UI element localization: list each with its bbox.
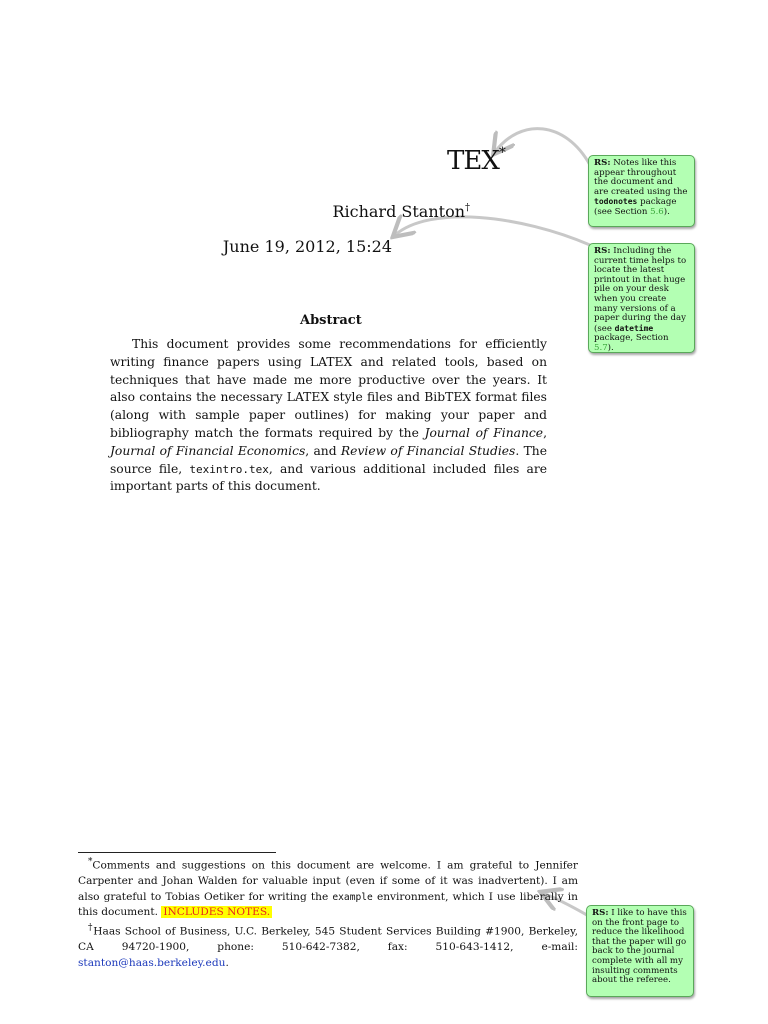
- author-name: Richard Stanton: [332, 202, 465, 221]
- abstract-heading: Abstract: [300, 313, 362, 328]
- journal-financial-economics: Journal of Financial Economics: [110, 443, 306, 458]
- note-3-text: I like to have this on the front page to reduce the likelihood that the paper will go back to the journal complete with all my insulting comments about the referee.: [592, 908, 687, 986]
- note-2-prefix: RS:: [594, 246, 611, 256]
- footnote-2: [78, 921, 578, 971]
- note-1-text-a: Notes like this appear throughout the document and are created using the: [594, 158, 688, 197]
- journal-finance: Journal of Finance: [424, 425, 544, 440]
- includes-notes-highlight: INCLUDES NOTES.: [163, 906, 271, 919]
- abstract-text-3: , and various additional included files are important parts of this document.: [110, 461, 547, 494]
- margin-note-1: [588, 155, 695, 227]
- document-title: [447, 146, 505, 176]
- note-arrow-2: [395, 217, 590, 245]
- footnote-rule: [78, 852, 276, 853]
- footnote-1-code: example: [332, 891, 373, 903]
- abstract-sep-1: ,: [543, 425, 547, 440]
- footnote-2-text: Haas School of Business, U.C. Berkeley, 545 Student Services Building #1900, Berkeley, CA 94720-1900, phone: 510-642-7382, fax: 510-643-1412, e-mail:: [78, 925, 578, 954]
- abstract-text-1: This document provides some recommendations for efficiently writing finance papers using LATEX and related tools, based on techniques that have made me more productive over the years. It also contains the necessary LATEX style files and BibTEX format files (along with sample paper outlines) for making your paper and bibliography match the formats required by the: [110, 337, 547, 440]
- source-filename: texintro.tex: [189, 462, 269, 476]
- note-2-section-link[interactable]: 5.7: [594, 342, 608, 353]
- footnote-2-mark: †: [88, 922, 94, 933]
- journal-rfs: Review of Financial Studies: [340, 443, 516, 458]
- footnote-2-end: .: [225, 956, 229, 969]
- note-2-text-a: Including the current time helps to locate the latest printout in that huge pile on your desk when you create many versions of a paper during the day (see: [594, 246, 687, 334]
- abstract-body: [110, 336, 547, 496]
- note-1-text-c: ).: [663, 206, 670, 217]
- note-2-code: datetime: [614, 323, 654, 333]
- note-1-section-link[interactable]: 5.6: [650, 206, 664, 217]
- margin-note-3: [586, 905, 694, 997]
- email-link[interactable]: stanton@haas.berkeley.edu: [78, 956, 226, 969]
- author-footnote-mark: †: [465, 202, 470, 214]
- margin-note-2: [588, 243, 695, 353]
- footnotes: [78, 855, 578, 971]
- note-3-prefix: RS:: [592, 908, 609, 918]
- note-2-text-b: package, Section: [594, 333, 669, 344]
- abstract-text-2: . The source file,: [110, 443, 547, 476]
- title-text: TEX: [447, 146, 499, 176]
- title-footnote-mark: *: [498, 145, 505, 162]
- note-2-text-c: ).: [607, 342, 614, 353]
- note-1-prefix: RS:: [594, 158, 611, 168]
- author-line: [0, 202, 470, 221]
- note-1-text-b: package (see Section: [594, 197, 677, 217]
- footnote-1-text-a: Comments and suggestions on this document are welcome. I am grateful to Jennifer Carpenter and Johan Walden for valuable input (even if some of it was inadvertent). I am also grateful to Tobias Oetiker for writing the: [78, 859, 578, 903]
- note-1-code: todonotes: [594, 197, 638, 207]
- document-date: June 19, 2012, 15:24: [222, 237, 392, 256]
- footnote-1-text-b: environment, which I use liberally in this document.: [78, 890, 578, 919]
- abstract-sep-2: , and: [305, 443, 341, 458]
- footnote-1-mark: *: [88, 857, 93, 867]
- note-arrow-1: [495, 129, 590, 165]
- footnote-1: [78, 855, 578, 921]
